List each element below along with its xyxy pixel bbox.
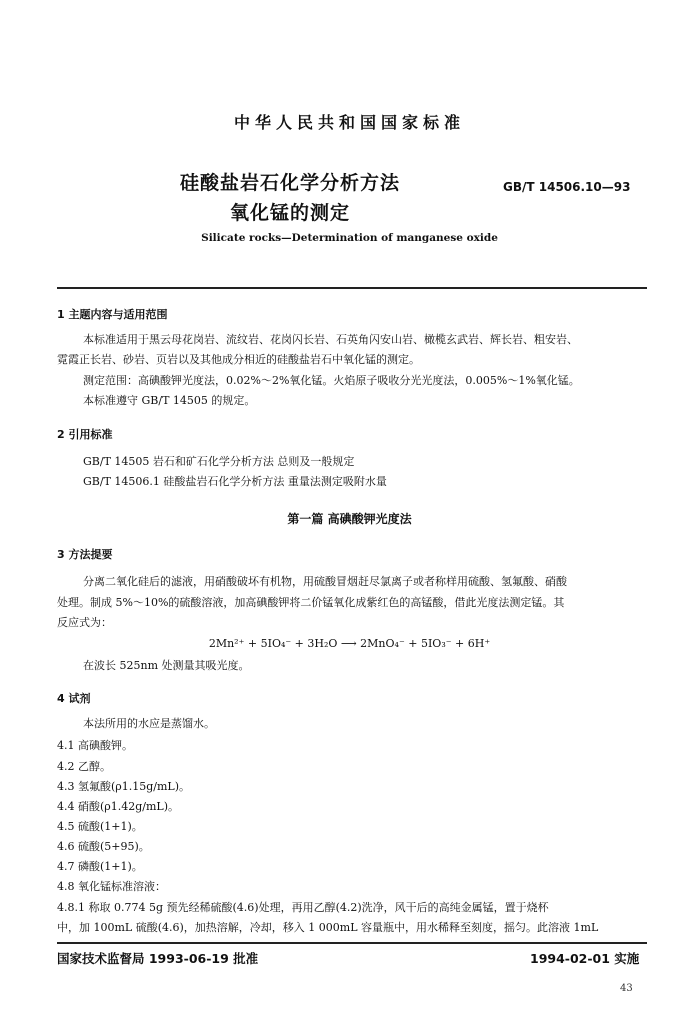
section-1-line3: 测定范围：高碘酸钾光度法，0.02%～2%氧化锰。火焰原子吸收分光光度法，0.005%～1%氧化锰。 xyxy=(83,374,580,387)
footer-divider xyxy=(57,942,647,944)
reference-2: GB/T 14506.1 硅酸盐岩石化学分析方法 重量法测定吸附水量 xyxy=(83,475,387,488)
standard-title-line2: 氧化锰的测定 xyxy=(229,202,350,224)
approval-date: 国家技术监督局 1993-06-19 批准 xyxy=(57,951,259,966)
reagent-item: 4.4 硝酸(ρ1.42g/mL)。 xyxy=(57,800,180,813)
page-number: 43 xyxy=(620,983,633,994)
section-1-line4: 本标准遵守 GB/T 14505 的规定。 xyxy=(83,394,256,407)
reagent-item: 4.7 磷酸(1+1)。 xyxy=(57,860,143,873)
standard-title-line1: 硅酸盐岩石化学分析方法 xyxy=(179,172,400,194)
standard-number: GB/T 14506.10—93 xyxy=(503,180,631,194)
reagent-item: 4.2 乙醇。 xyxy=(57,760,111,773)
section-3-line2: 处理。制成 5%～10%的硫酸溶液，加高碘酸钾将二价锰氧化成紫红色的高锰酸，借此光度法测定锰。其 xyxy=(57,596,565,609)
section-1-line2: 霓霞正长岩、砂岩、页岩以及其他成分相近的硅酸盐岩石中氧化锰的测定。 xyxy=(57,353,420,366)
implementation-date: 1994-02-01 实施 xyxy=(530,951,640,966)
section-1-line1: 本标准适用于黑云母花岗岩、流纹岩、花岗闪长岩、石英角闪安山岩、橄榄玄武岩、辉长岩、粗安岩、 xyxy=(83,333,578,346)
reagent-item: 4.5 硫酸(1+1)。 xyxy=(57,820,143,833)
reference-1: GB/T 14505 岩石和矿石化学分析方法 总则及一般规定 xyxy=(83,455,355,468)
section-3-heading: 3 方法提要 xyxy=(57,548,113,561)
section-3-line3: 反应式为： xyxy=(57,616,112,629)
english-title: Silicate rocks—Determination of manganese oxide xyxy=(201,232,498,244)
section-1-heading: 1 主题内容与适用范围 xyxy=(57,308,168,321)
part-1-title: 第一篇 高碘酸钾光度法 xyxy=(287,512,412,526)
reagent-item: 4.3 氢氟酸(ρ1.15g/mL)。 xyxy=(57,780,191,793)
reagent-item: 4.8 氧化锰标准溶液： xyxy=(57,880,166,893)
section-4-intro: 本法所用的水应是蒸馏水。 xyxy=(83,717,215,730)
reagent-item: 4.6 硫酸(5+95)。 xyxy=(57,840,150,853)
national-standard-header: 中华人民共和国国家标准 xyxy=(233,113,465,132)
reaction-formula: 2Mn²⁺ + 5IO₄⁻ + 3H₂O ⟶ 2MnO₄⁻ + 5IO₃⁻ + 6H⁺ xyxy=(208,637,491,650)
section-4-8-1-line2: 中，加 100mL 硫酸(4.6)，加热溶解，冷却，移入 1 000mL 容量瓶中，用水稀释至刻度，摇匀。此溶液 1mL xyxy=(57,921,599,934)
section-3-line1: 分离二氧化硅后的滤液，用硝酸破坏有机物，用硫酸冒烟赶尽氯离子或者称样用硫酸、氢氟酸、硝酸 xyxy=(83,575,567,588)
section-3-line4: 在波长 525nm 处测量其吸光度。 xyxy=(83,659,250,672)
section-4-heading: 4 试剂 xyxy=(57,692,91,705)
reagent-item: 4.1 高碘酸钾。 xyxy=(57,739,133,752)
section-4-8-1-line1: 4.8.1 称取 0.774 5g 预先经稀硫酸(4.6)处理，再用乙醇(4.2)洗净，风干后的高纯金属锰，置于烧杯 xyxy=(57,901,549,914)
header-divider xyxy=(57,287,647,289)
section-2-heading: 2 引用标准 xyxy=(57,428,113,441)
